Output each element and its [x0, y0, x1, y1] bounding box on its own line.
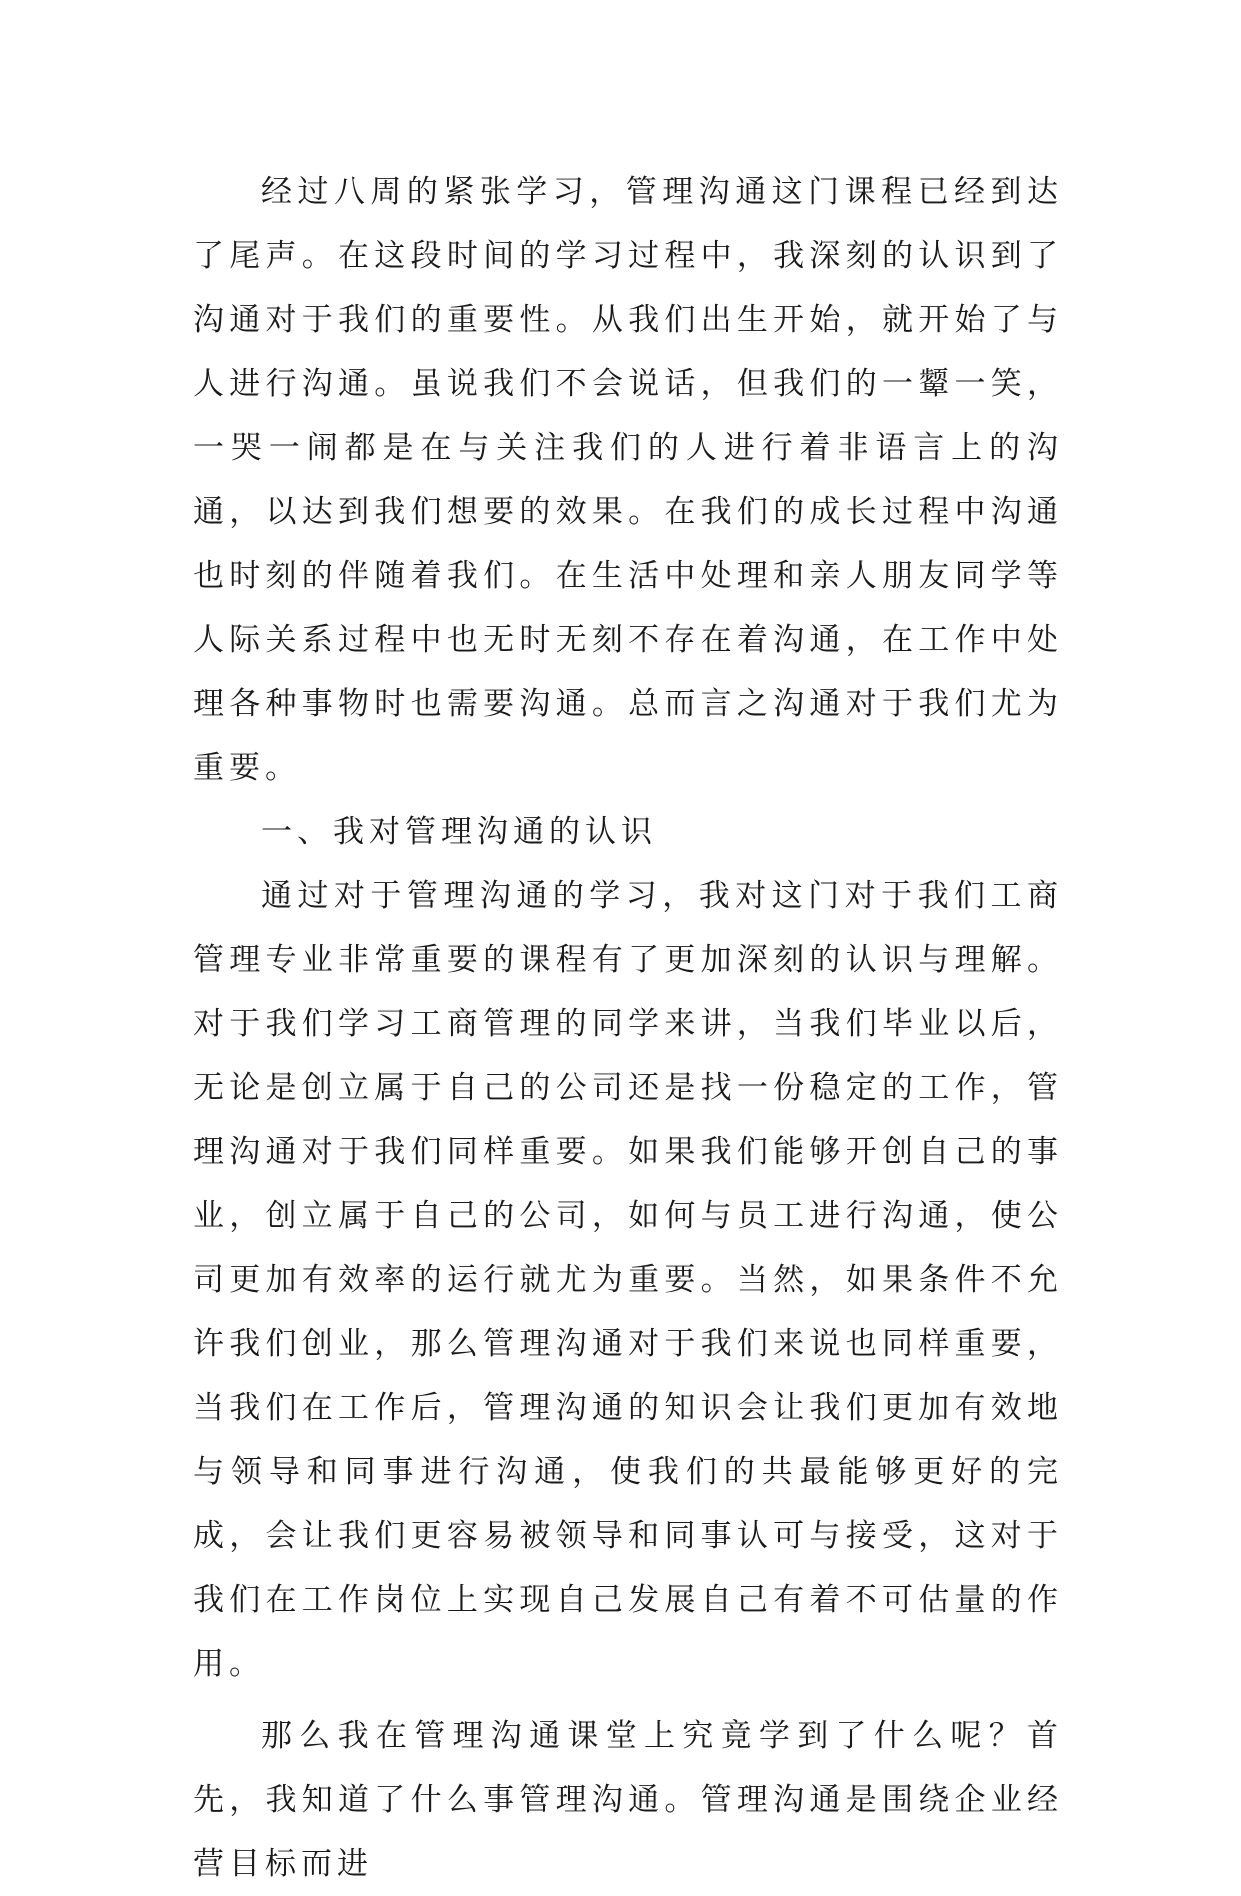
- paragraph-learned: 那么我在管理沟通课堂上究竟学到了什么呢？首先，我知道了什么事管理沟通。管理沟通是围绕企业经营目标而进: [193, 1718, 1063, 1882]
- paragraph-understanding: 通过对于管理沟通的学习，我对这门对于我们工商管理专业非常重要的课程有了更加深刻的认识与理解。对于我们学习工商管理的同学来讲，当我们毕业以后，无论是创立属于自己的公司还是找一份稳定的工作，管理沟通对于我们同样重要。如果我们能够开创自己的事业，创立属于自己的公司，如何与员工进行沟通，使公司更加有效率的运行就尤为重要。当然，如果条件不允许我们创业，那么管理沟通对于我们来说也同样重要，当我们在工作后，管理沟通的知识会让我们更加有效地与领导和同事进行沟通，使我们的共最能够更好的完成，会让我们更容易被领导和同事认可与接受，这对于我们在工作岗位上实现自己发展自己有着不可估量的作用。: [193, 878, 1063, 1682]
- section-heading: 一、我对管理沟通的认识: [261, 814, 657, 850]
- paragraph-intro: 经过八周的紧张学习，管理沟通这门课程已经到达了尾声。在这段时间的学习过程中，我深刻的认识到了沟通对于我们的重要性。从我们出生开始，就开始了与人进行沟通。虽说我们不会说话，但我们的一颦一笑，一哭一闹都是在与关注我们的人进行着非语言上的沟通，以达到我们想要的效果。在我们的成长过程中沟通也时刻的伴随着我们。在生活中处理和亲人朋友同学等人际关系过程中也无时无刻不存在着沟通，在工作中处理各种事物时也需要沟通。总而言之沟通对于我们尤为重要。: [193, 174, 1063, 786]
- document-body: [193, 160, 1063, 1896]
